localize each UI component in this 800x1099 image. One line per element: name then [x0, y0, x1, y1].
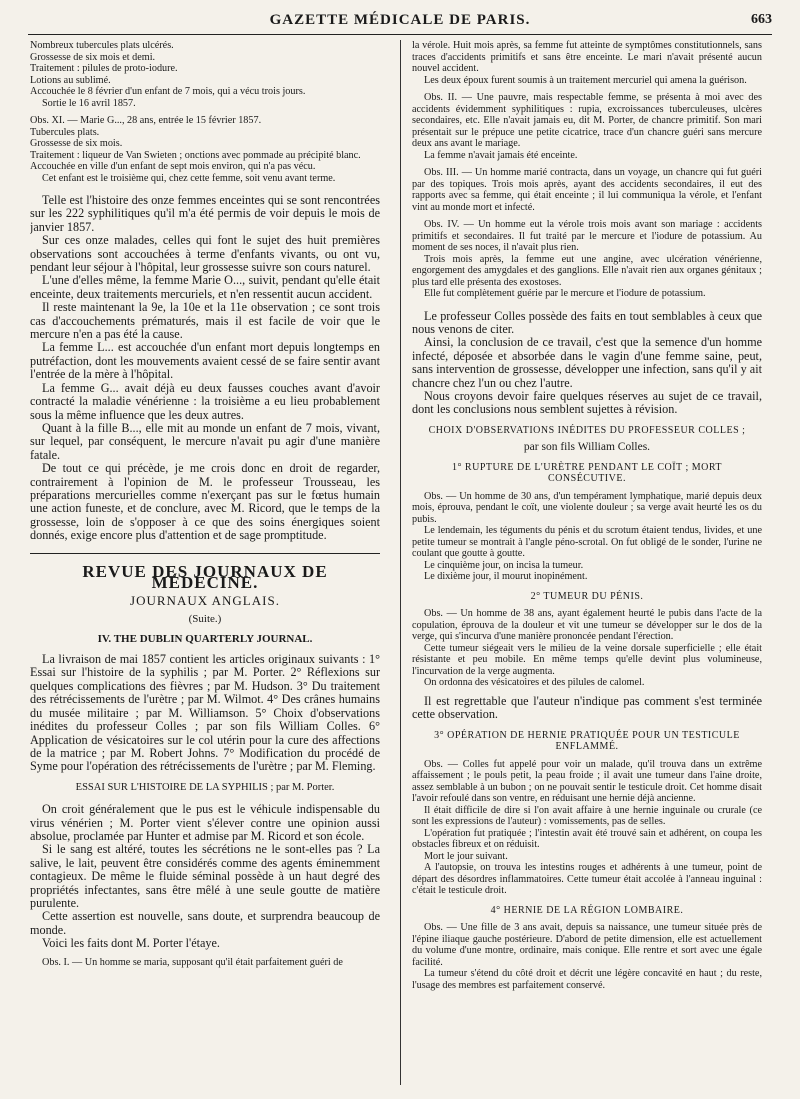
paragraph: Les deux époux furent soumis à un traitement mercuriel qui amena la guérison. — [424, 74, 747, 86]
essai-block — [30, 803, 380, 950]
text-line: Lotions au sublimé. — [30, 74, 111, 86]
page-number: 663 — [751, 12, 772, 27]
text-line: Accouchée en ville d'un enfant de sept mois environ, qui n'a pas vécu. — [30, 161, 316, 172]
obs-section-title: 4° HERNIE DE LA RÉGION LOMBAIRE. — [490, 904, 684, 916]
text-line: Nombreux tubercules plats ulcérés. — [30, 40, 174, 51]
paragraph: Le cinquième jour, on incisa la tumeur. — [424, 559, 584, 571]
paragraph: Obs. — Une fille de 3 ans avait, depuis sa naissance, une tumeur située près de l'épine iliaque gauche postérieure. D'abord de petite dimension, elle est actuellement du volume d'une montre, ordinaire, mais conique. Elle rentre et sort avec une égale facilité. — [412, 922, 762, 968]
paragraph: Si le sang est altéré, toutes les sécrétions ne le sont-elles pas ? La salive, le lait, peuvent être considérés comme des agents éminemment contagieux. De même le fluide séminal possède à un haut degré des propriétés infectantes, sans être mêlé à une seule goutte de matière purulente. — [30, 842, 380, 911]
paragraph: Il reste maintenant la 9e, la 10e et la 11e observation ; ce sont trois cas d'accouchements prématurés, mais il est facile de voir que le mercure n'en a pas été la cause. — [30, 300, 380, 342]
paragraph: Cette tumeur siégeait vers le milieu de la veine dorsale superficielle ; elle était résistante et peu mobile. En même temps qu'elle devint plus volumineuse, l'incurvation de la verge augmenta. — [412, 642, 762, 677]
paragraph: La tumeur s'étend du côté droit et décrit une légère concavité en haut ; du reste, l'usage des membres est parfaitement conservé. — [412, 968, 762, 991]
text-line: Traitement : liqueur de Van Swieten ; onctions avec pommade au précipité blanc. — [30, 149, 361, 161]
paragraph: Sur ces onze malades, celles qui font le sujet des huit premières observations sont accouchées à terme d'enfants vivants, ou ont vu, pendant leur séjour à l'hôpital, leur grossesse suivre son cours naturel. — [30, 233, 380, 275]
page-header — [28, 10, 772, 35]
section-title: CHOIX D'OBSERVATIONS INÉDITES DU PROFESSEUR COLLES ; — [428, 424, 746, 436]
text-line: Sortie le 16 avril 1857. — [42, 97, 136, 109]
obs-heading: Obs. IV. — Un homme eut la vérole trois mois avant son mariage : accidents primitifs et secondaires. Il fut traité par le mercure et l'iodure de potassium. Au moment de ses noces, il n'avait plus rien. — [412, 219, 762, 253]
obs-heading: Obs. XI. — Marie G..., 28 ans, entrée le 15 février 1857. — [30, 115, 262, 126]
journal-heading: IV. THE DUBLIN QUARTERLY JOURNAL. — [97, 632, 313, 645]
paragraph: La livraison de mai 1857 contient les articles originaux suivants : 1° Essai sur l'histoire de la syphilis ; par M. Porter. 2° Réflexions sur quelques complications des fièvres ; par M. Hudson. 3° Du traitement des rétrécissements de l'urètre ; par M. Wilmot. 4° Des crânes humains du musée militaire ; par M. Williamson. 5° Choix d'observations inédites du professeur Colles ; par son fils William Colles. 6° Application de vésicatoires sur le col utérin pour la cure des affections de la matrice ; par M. Robert Johns. 7° Modification du procédé de Syme pour l'opération des rétrécissements de l'urètre ; par M. Fleming. — [30, 652, 380, 774]
paragraph: Elle fut complètement guérie par le mercure et l'iodure de potassium. — [424, 288, 706, 299]
paragraph: Mort le jour suivant. — [424, 850, 508, 862]
obs-heading: Obs. III. — Un homme marié contracta, dans un voyage, un chancre qui fut guéri par des topiques. Trois mois après, ayant des accidents secondaires, il eut des rapports avec sa femme, qui était enceinte ; il lui communiqua la vérole, et l'enfant vint au monde mort et infecté. — [412, 167, 762, 213]
paragraph: On croit généralement que le pus est le véhicule indispensable du virus vénérien ; M. Porter vient s'élever contre une opinion aussi absolue, proclamée par Hunter et admise par M. Ricord et son école. — [30, 802, 380, 844]
column-rule — [400, 40, 401, 1085]
text-line: Grossesse de six mois et demi. — [30, 51, 156, 63]
paragraph: La femme n'avait jamais été enceinte. — [424, 149, 578, 161]
paragraph: L'opération fut pratiquée ; l'intestin avait été trouvé sain et adhérent, on coupa les obstacles fibreux et on réduisit. — [412, 827, 762, 851]
left-column — [30, 40, 380, 1085]
text-line: Accouchée le 8 février d'un enfant de 7 mois, qui a vécu trois jours. — [30, 86, 306, 97]
paragraph: Il était difficile de dire si l'on avait affaire à une hernie inguinale ou crurale (ce sont les expressions de l'auteur) : vomissements, pas de selles. — [412, 804, 762, 828]
section-subtitle: par son fils William Colles. — [523, 441, 651, 454]
right-column — [412, 40, 762, 1085]
paragraph: Trois mois après, la femme eut une angine, avec ulcération vénérienne, engorgement des amygdales et des ganglions. Elle n'avait rien aux organes génitaux ; plus tard elle présenta des exostoses. — [412, 253, 762, 288]
paragraph: Cette assertion est nouvelle, sans doute, et surprendra beaucoup de monde. — [30, 909, 380, 937]
journal-title: GAZETTE MÉDICALE DE PARIS. — [269, 12, 531, 28]
paragraph: Le professeur Colles possède des faits en tout semblables à ceux que nous venons de citer. — [412, 308, 762, 336]
paragraph: Obs. — Un homme de 38 ans, ayant également heurté le pubis dans l'acte de la copulation, éprouva de la douleur et vit une tumeur se développer sur le dos de la verge, qui s'incurva d'une manière prononcée pendant l'érection. — [412, 608, 762, 643]
livraison-block — [30, 653, 380, 774]
paragraph: Voici les faits dont M. Porter l'étaye. — [42, 936, 220, 951]
obs-heading: Obs. II. — Une pauvre, mais respectable femme, se présenta à moi avec des accidents évidemment syphilitiques : rupia, excroissances tuberculeuses, ulcères secondaires, etc. Elle n'avait jamais eu, dit M. Porter, de chancre primitif. Son mari présentait sur le prépuce une petite cicatrice, trace d'un chancre guéri sans mercure deux ans avant le mariage. — [412, 92, 762, 149]
text-line: Grossesse de six mois. — [30, 138, 123, 149]
paragraph: Telle est l'histoire des onze femmes enceintes qui se sont rencontrées sur les 222 syphilitiques qu'il m'a été permis de voir depuis le mois de janvier 1857. — [30, 193, 380, 234]
paragraph: A l'autopsie, on trouva les intestins rouges et adhérents à une tumeur, point de départ des désordres inflammatoires. Cette tumeur était accolée à l'anneau inguinal : c'était le testicule droit. — [412, 862, 762, 897]
obs-heading: Obs. I. — Un homme se maria, supposant qu'il était parfaitement guéri de — [42, 956, 343, 968]
paragraph: Obs. — Colles fut appelé pour voir un malade, qu'il trouva dans un extrême affaissement ; le pouls petit, la peau froide ; il avait une tumeur dans l'aine droite, assez semblable à un bubon ; on ne pouvait sentir le testicule droit. Cet homme disait l'avoir refoulé dans son ventre, en réduisant une hernie déjà ancienne. — [412, 758, 762, 805]
paragraph: La femme G... avait déjà eu deux fausses couches avant d'avoir contracté la maladie vénérienne : la troisième a eu lieu probablement sous la même influence que les deux autres. — [30, 380, 380, 422]
paragraph: Il est regrettable que l'auteur n'indique pas comment s'est terminée cette observation. — [412, 693, 762, 722]
section-divider — [30, 553, 380, 554]
section-subtitle: JOURNAUX ANGLAIS. — [130, 592, 280, 608]
obs-section-title: 1° RUPTURE DE L'URÈTRE PENDANT LE COÏT ; MORT CONSÉCUTIVE. — [451, 461, 723, 485]
obs-section-title: 3° OPÉRATION DE HERNIE PRATIQUÉE POUR UN TESTICULE ENFLAMMÉ. — [434, 729, 740, 753]
suite-label: (Suite.) — [188, 613, 222, 626]
paragraph: De tout ce qui précède, je me crois donc en droit de regarder, contrairement à l'opinion de M. le professeur Trousseau, les préparations mercurielles comme n'exerçant pas sur le fœtus humain une action funeste, et de conclure, avec M. Ricord, que le temps de la grossesse, loin de s'opposer à ce que des soins énergiques soient donnés, exige encore plus d'attention et de sage promptitude. — [30, 461, 380, 543]
paragraph: Le lendemain, les téguments du pénis et du scrotum étaient tendus, livides, et une petite tumeur se montrait à l'angle péno-scrotal. On fut obligé de le sonder, l'urine ne coulant que goutte à goutte. — [412, 525, 762, 560]
paragraph: La femme L... est accouchée d'un enfant mort depuis longtemps en putréfaction, dont les mouvements avaient cessé de se faire sentir avant l'entrée de la mère à l'hôpital. — [30, 340, 380, 382]
section-title: REVUE DES JOURNAUX DE MÉDECINE. — [82, 561, 328, 593]
text-line: Tubercules plats. — [30, 126, 100, 138]
paragraph: Quant à la fille B..., elle mit au monde un enfant de 7 mois, vivant, sur lequel, par conséquent, le mercure n'avait pu agir d'une manière fatale. — [30, 420, 380, 462]
paragraph: Le dixième jour, il mourut inopinément. — [424, 571, 588, 583]
obs-section-title: 2° TUMEUR DU PÉNIS. — [530, 590, 644, 602]
text-line: Cet enfant est le troisième qui, chez cette femme, soit venu avant terme. — [42, 172, 336, 184]
colles-block — [412, 310, 762, 417]
discussion-block — [30, 194, 380, 543]
paragraph: Obs. — Un homme de 30 ans, d'un tempérament lymphatique, marié depuis deux mois, éprouva, pendant le coït, une violente douleur ; sa verge avait heurté les os du pubis. — [412, 490, 762, 525]
article-heading: ESSAI SUR L'HISTOIRE DE LA SYPHILIS ; par M. Porter. — [75, 781, 335, 793]
paragraph: On ordonna des vésicatoires et des pilules de calomel. — [424, 677, 645, 689]
paragraph: Ainsi, la conclusion de ce travail, c'est que la semence d'un homme infecté, déposée et absorbée dans le vagin d'une femme saine, peut, sans intervention de grossesse, développer une infection, sans qu'il y ait chancre chez l'un ou chez l'autre. — [412, 335, 762, 390]
paragraph: L'une d'elles même, la femme Marie O..., suivit, pendant qu'elle était enceinte, deux traitements mercuriels, et n'en ressentit aucun accident. — [30, 273, 380, 301]
text-line: Traitement : pilules de proto-iodure. — [30, 63, 178, 74]
paragraph: la vérole. Huit mois après, sa femme fut atteinte de symptômes constitutionnels, sans traces d'accidents primitifs et sans être enceinte. Le mari n'avait présenté aucun nouvel accident. — [412, 40, 762, 74]
paragraph: Nous croyons devoir faire quelques réserves au sujet de ce travail, dont les conclusions nous semblent sujettes à révision. — [412, 388, 762, 417]
